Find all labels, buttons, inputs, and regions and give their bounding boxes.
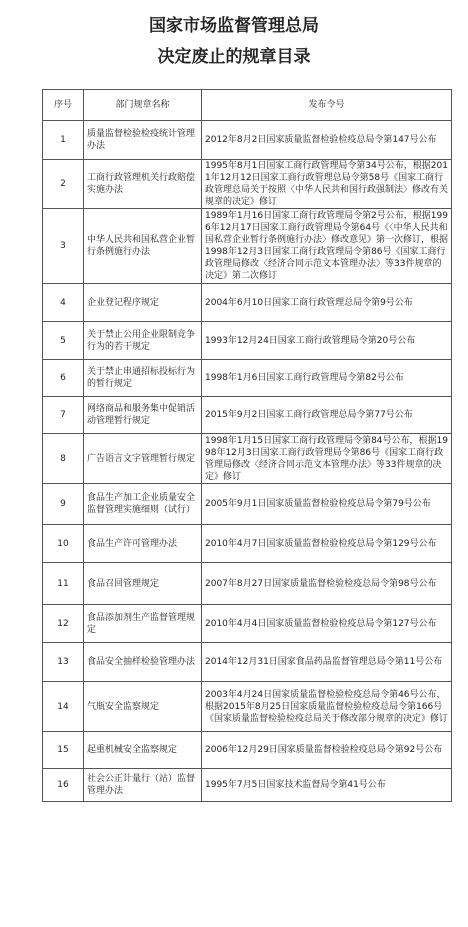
publication-order: 1993年12月24日国家工商行政管理局令第20号公布 (202, 322, 452, 360)
row-number: 13 (43, 643, 84, 682)
regulation-name: 气瓶安全监察规定 (84, 682, 202, 732)
row-number: 7 (43, 397, 84, 434)
regulation-name: 关于禁止串通招标投标行为的暂行规定 (84, 360, 202, 397)
table-row (43, 732, 452, 769)
publication-order: 2003年4月24日国家质量监督检验检疫总局令第46号公布，根据2015年8月25日国家质量监督检验检疫总局令第166号《国家质量监督检验检疫总局关于修改部分规章的决定》修订 (202, 682, 452, 732)
regulation-name: 工商行政管理机关行政赔偿实施办法 (84, 160, 202, 209)
regulation-name: 企业登记程序规定 (84, 284, 202, 322)
regulation-name: 关于禁止公用企业限制竞争行为的若干规定 (84, 322, 202, 360)
row-number: 11 (43, 563, 84, 605)
table-row (43, 121, 452, 160)
regulations-table (42, 89, 452, 802)
table-row (43, 360, 452, 397)
row-number: 6 (43, 360, 84, 397)
publication-order: 2005年9月1日国家质量监督检验检疫总局令第79号公布 (202, 484, 452, 525)
regulation-name: 食品召回管理规定 (84, 563, 202, 605)
table-header-row (43, 90, 452, 121)
regulation-name: 食品生产加工企业质量安全监督管理实施细则（试行） (84, 484, 202, 525)
row-number: 15 (43, 732, 84, 769)
publication-order: 1995年8月1日国家工商行政管理局令第34号公布，根据2011年12月12日国家工商行政管理总局令第58号《国家工商行政管理总局关于按照〈中华人民共和国行政强制法〉修改有关规章的决定》修订 (202, 160, 452, 209)
table-row (43, 525, 452, 563)
table-row (43, 769, 452, 802)
row-number: 4 (43, 284, 84, 322)
table-row (43, 643, 452, 682)
regulation-name: 中华人民共和国私营企业暂行条例施行办法 (84, 209, 202, 284)
row-number: 8 (43, 434, 84, 484)
header-number: 序号 (43, 90, 84, 121)
regulation-name: 质量监督检验检疫统计管理办法 (84, 121, 202, 160)
table-row (43, 605, 452, 643)
table-row (43, 160, 452, 209)
row-number: 5 (43, 322, 84, 360)
row-number: 10 (43, 525, 84, 563)
table-row (43, 397, 452, 434)
table-row (43, 284, 452, 322)
row-number: 1 (43, 121, 84, 160)
table-row (43, 682, 452, 732)
publication-order: 2006年12月29日国家质量监督检验检疫总局令第92号公布 (202, 732, 452, 769)
document-subtitle: 决定废止的规章目录 (157, 47, 311, 67)
publication-order: 2010年4月4日国家质量监督检验检疫总局令第127号公布 (202, 605, 452, 643)
table-row (43, 209, 452, 284)
regulation-name: 社会公正计量行（站）监督管理办法 (84, 769, 202, 802)
regulation-name: 起重机械安全监察规定 (84, 732, 202, 769)
regulation-name: 网络商品和服务集中促销活动管理暂行规定 (84, 397, 202, 434)
row-number: 3 (43, 209, 84, 284)
table-row (43, 434, 452, 484)
publication-order: 1989年1月16日国家工商行政管理局令第2号公布，根据1996年12月17日国家工商行政管理局令第64号《〈中华人民共和国私营企业暂行条例施行办法〉修改意见》第一次修订，根据1998年12月3日国家工商行政管理局令第86号《国家工商行政管理局修改〈经济合同示范文本管理办法〉等33件规章的决定》第二次修订 (202, 209, 452, 284)
regulation-name: 食品生产许可管理办法 (84, 525, 202, 563)
header-regulation-name: 部门规章名称 (84, 90, 202, 121)
regulation-name: 食品安全抽样检验管理办法 (84, 643, 202, 682)
document-title: 国家市场监督管理总局 (149, 16, 319, 36)
publication-order: 1998年1月6日国家工商行政管理局令第82号公布 (202, 360, 452, 397)
table-row (43, 322, 452, 360)
publication-order: 2004年6月10日国家工商行政管理总局令第9号公布 (202, 284, 452, 322)
publication-order: 2015年9月2日国家工商行政管理总局令第77号公布 (202, 397, 452, 434)
regulation-name: 广告语言文字管理暂行规定 (84, 434, 202, 484)
publication-order: 2010年4月7日国家质量监督检验检疫总局令第129号公布 (202, 525, 452, 563)
row-number: 9 (43, 484, 84, 525)
row-number: 2 (43, 160, 84, 209)
publication-order: 1995年7月5日国家技术监督局令第41号公布 (202, 769, 452, 802)
publication-order: 2012年8月2日国家质量监督检验检疫总局令第147号公布 (202, 121, 452, 160)
publication-order: 2007年8月27日国家质量监督检验检疫总局令第98号公布 (202, 563, 452, 605)
row-number: 14 (43, 682, 84, 732)
header-order-number: 发布令号 (202, 90, 452, 121)
publication-order: 2014年12月31日国家食品药品监督管理总局令第11号公布 (202, 643, 452, 682)
regulation-name: 食品添加剂生产监督管理规定 (84, 605, 202, 643)
row-number: 16 (43, 769, 84, 802)
table-row (43, 563, 452, 605)
publication-order: 1998年1月15日国家工商行政管理局令第84号公布，根据1998年12月3日国家工商行政管理局令第86号《国家工商行政管理局修改〈经济合同示范文本管理办法〉等33件规章的决定》修订 (202, 434, 452, 484)
row-number: 12 (43, 605, 84, 643)
table-row (43, 484, 452, 525)
